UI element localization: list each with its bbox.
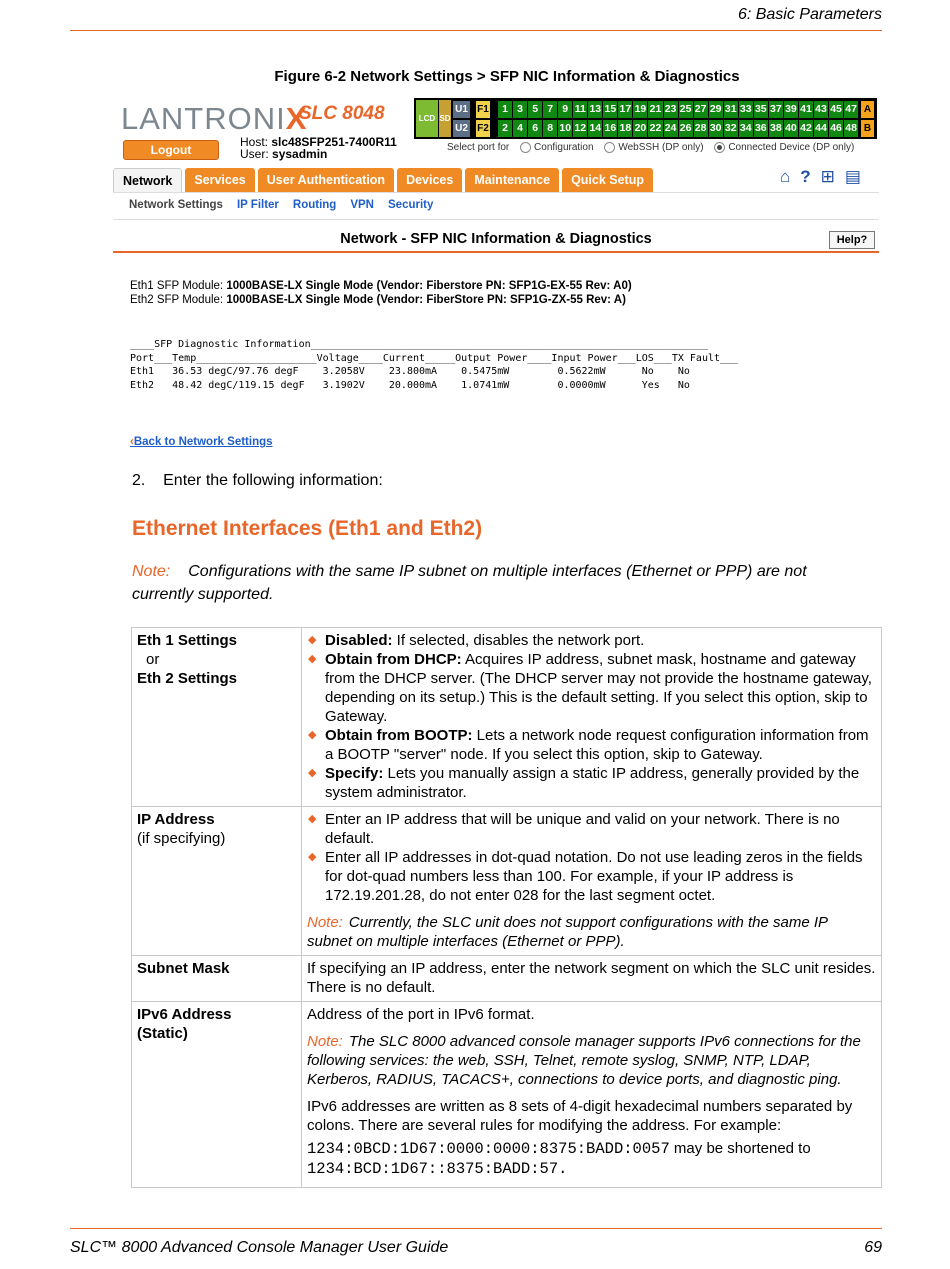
port-31-indicator[interactable]: 31 (724, 101, 738, 118)
page-footer (70, 1228, 882, 1257)
radio-configuration-label: Configuration (534, 142, 594, 154)
step-2: 2. Enter the following information: (132, 472, 383, 489)
port-40-indicator[interactable]: 40 (784, 120, 798, 137)
port-9-indicator[interactable]: 9 (558, 101, 572, 118)
host-info (240, 136, 397, 160)
user-value: sysadmin (272, 147, 328, 161)
even-ports-row (498, 120, 858, 137)
port-33-indicator[interactable]: 33 (739, 101, 753, 118)
radio-connected-device-label: Connected Device (DP only) (728, 142, 855, 154)
port-a-indicator[interactable]: A (861, 101, 874, 118)
option-dhcp-term: Obtain from DHCP: (325, 651, 462, 668)
port-35-indicator[interactable]: 35 (754, 101, 768, 118)
tab-services[interactable]: Services (185, 168, 254, 192)
logout-button[interactable]: Logout (123, 140, 219, 160)
subnet-mask-description: If specifying an IP address, enter the network segment on which the SLC unit resides. There is no default. (302, 956, 882, 1002)
ipv6-address-label (132, 1002, 302, 1188)
home-icon[interactable]: ⌂ (780, 167, 791, 186)
port-5-indicator[interactable]: 5 (528, 101, 542, 118)
option-bootp-text: Lets a network node request configuration information from a BOOTP "server" node. If you select this option, skip to Gateway. (325, 727, 869, 763)
ipv6-address-subtitle: (Static) (137, 1025, 188, 1042)
page-header (70, 6, 882, 31)
subnet-mask-title: Subnet Mask (137, 960, 230, 977)
usb2-indicator[interactable]: U2 (453, 120, 470, 137)
port-17-indicator[interactable]: 17 (618, 101, 632, 118)
port-48-indicator[interactable]: 48 (844, 120, 858, 137)
port-status-panel (414, 98, 877, 139)
port-10-indicator[interactable]: 10 (558, 120, 572, 137)
eth-settings-label (132, 628, 302, 807)
note-text: Configurations with the same IP subnet on multiple interfaces (Ethernet or PPP) are not currently supported. (132, 563, 807, 603)
main-tabs (113, 168, 653, 192)
tab-maintenance[interactable]: Maintenance (465, 168, 559, 192)
select-port-label: Select port for (447, 142, 510, 154)
sd-indicator: SD (439, 100, 451, 137)
radio-configuration[interactable] (520, 142, 531, 153)
tab-network[interactable]: Network (113, 168, 182, 193)
list-item (307, 631, 876, 650)
ip-note-label: Note: (307, 914, 343, 931)
sfp-diagnostic-table: ____SFP Diagnostic Information__________________________________________________________________ Port___Temp____________________Voltage____Current_____Output Power____Input Power___LOS___TX Fault___ Eth1 36.53 degC/97.76 degF 3.2058V 23.800mA 0.5475mW 0.5622mW No No Eth2 48.42 degC/119.15 degF 3.1902V 20.000mA 1.0741mW 0.0000mW Yes No (130, 339, 739, 391)
settings-table (131, 627, 882, 1188)
list-item (307, 726, 876, 764)
tab-devices[interactable]: Devices (397, 168, 462, 192)
table-row (132, 956, 882, 1002)
port-22-indicator[interactable]: 22 (648, 120, 662, 137)
embedded-screenshot (113, 95, 879, 457)
ipv6-example-long: 1234:0BCD:1D67:0000:0000:8375:BADD:0057 (307, 1140, 670, 1158)
ipv6-note-label: Note: (307, 1033, 343, 1050)
back-link-label: Back to Network Settings (133, 436, 273, 448)
chevron-left-icon: ‹ (130, 436, 134, 448)
subnav-security[interactable]: Security (388, 199, 434, 211)
option-bootp-term: Obtain from BOOTP: (325, 727, 473, 744)
port-28-indicator[interactable]: 28 (694, 120, 708, 137)
radio-webssh-label: WebSSH (DP only) (618, 142, 704, 154)
subnav-divider (113, 219, 879, 220)
sitemap-icon[interactable]: ⊞ (820, 167, 835, 186)
port-29-indicator[interactable]: 29 (709, 101, 723, 118)
toolbar-icons (780, 167, 861, 187)
port-7-indicator[interactable]: 7 (543, 101, 557, 118)
port-12-indicator[interactable]: 12 (573, 120, 587, 137)
ipv6-example-short: 1234:BCD:1D67::8375:BADD:57. (307, 1160, 568, 1178)
f2-indicator[interactable]: F2 (476, 120, 490, 137)
port-6-indicator[interactable]: 6 (528, 120, 542, 137)
port-41-indicator[interactable]: 41 (799, 101, 813, 118)
port-1-indicator[interactable]: 1 (498, 101, 512, 118)
port-15-indicator[interactable]: 15 (603, 101, 617, 118)
radio-connected-device[interactable] (714, 142, 725, 153)
port-4-indicator[interactable]: 4 (513, 120, 527, 137)
port-44-indicator[interactable]: 44 (814, 120, 828, 137)
tab-quick-setup[interactable]: Quick Setup (562, 168, 653, 192)
section-heading: Ethernet Interfaces (Eth1 and Eth2) (132, 517, 483, 540)
odd-ports-row (498, 101, 858, 118)
or-label: or (146, 651, 160, 668)
select-port-for (447, 142, 854, 153)
sub-navigation (129, 199, 433, 211)
port-2-indicator[interactable]: 2 (498, 120, 512, 137)
host-label: Host: (240, 135, 269, 149)
f1-indicator[interactable]: F1 (476, 101, 490, 118)
port-38-indicator[interactable]: 38 (769, 120, 783, 137)
model-name: SLC 8048 (299, 103, 385, 124)
guide-title: SLC™ 8000 Advanced Console Manager User Guide (70, 1239, 449, 1256)
ipv6-address-title: IPv6 Address (137, 1006, 232, 1023)
ip-address-description (302, 807, 882, 956)
option-dhcp-text: Acquires IP address, subnet mask, hostname and gateway from the DHCP server. (The DHCP server may not provide the hostname gateway, depending on its setup.) This is the default setting. If you select this option, skip to Gateway. (325, 651, 872, 725)
option-disabled-text: If selected, disables the network port. (392, 632, 645, 649)
port-13-indicator[interactable]: 13 (588, 101, 602, 118)
table-row (132, 807, 882, 956)
subnet-mask-label (132, 956, 302, 1002)
note-label: Note: (132, 563, 171, 580)
eth1-module-value: 1000BASE-LX Single Mode (Vendor: Fiberstore PN: SFP1G-EX-55 Rev: A0) (226, 280, 632, 292)
page-number: 69 (864, 1239, 882, 1256)
port-18-indicator[interactable]: 18 (618, 120, 632, 137)
eth2-module-value: 1000BASE-LX Single Mode (Vendor: FiberStore PN: SFP1G-ZX-55 Rev: A) (226, 293, 626, 306)
port-14-indicator[interactable]: 14 (588, 120, 602, 137)
help-button[interactable]: Help? (829, 231, 875, 249)
ip-address-title: IP Address (137, 811, 215, 828)
subnav-vpn[interactable]: VPN (350, 199, 374, 211)
port-42-indicator[interactable]: 42 (799, 120, 813, 137)
tab-divider (113, 192, 879, 193)
figure-caption: Figure 6-2 Network Settings > SFP NIC Information & Diagnostics (274, 68, 740, 85)
port-30-indicator[interactable]: 30 (709, 120, 723, 137)
lantronix-logo: LANTRONIX (121, 101, 308, 136)
port-47-indicator[interactable]: 47 (844, 101, 858, 118)
list-item: ◆ Enter an IP address that will be unique and valid on your network. There is no default. (307, 810, 876, 848)
port-27-indicator[interactable]: 27 (694, 101, 708, 118)
ipv6-address-description (302, 1002, 882, 1188)
port-34-indicator[interactable]: 34 (739, 120, 753, 137)
ip-note-text: Currently, the SLC unit does not support configurations with the same IP subnet on multiple interfaces (Ethernet or PPP). (307, 914, 828, 950)
eth1-module-line (130, 280, 632, 294)
subnav-routing[interactable]: Routing (292, 199, 337, 211)
ipv6-note-text: The SLC 8000 advanced console manager supports IPv6 connections for the following services: the web, SSH, Telnet, remote syslog, SNMP, NTP, LDAP, Kerberos, RADIUS, TACACS+, connections to device ports, and diagnostic ping. (307, 1033, 861, 1088)
print-icon[interactable]: ▤ (844, 167, 861, 186)
ipv6-text-2: IPv6 addresses are written as 8 sets of 4-digit hexadecimal numbers separated by colons. There are several rules for modifying the address. For example: (307, 1098, 853, 1134)
option-specify-text: Lets you manually assign a static IP address, generally provided by the system administrator. (325, 765, 860, 801)
port-45-indicator[interactable]: 45 (829, 101, 843, 118)
lcd-indicator: LCD (416, 100, 438, 137)
subnav-ip-filter[interactable]: IP Filter (236, 199, 279, 211)
port-46-indicator[interactable]: 46 (829, 120, 843, 137)
port-8-indicator[interactable]: 8 (543, 120, 557, 137)
eth-settings-description (302, 628, 882, 807)
port-39-indicator[interactable]: 39 (784, 101, 798, 118)
user-label: User: (240, 147, 269, 161)
port-36-indicator[interactable]: 36 (754, 120, 768, 137)
ipv6-note (307, 1032, 876, 1089)
port-25-indicator[interactable]: 25 (679, 101, 693, 118)
eth2-module-line (130, 294, 632, 308)
port-26-indicator[interactable]: 26 (679, 120, 693, 137)
section-note (132, 560, 832, 606)
list-item (307, 764, 876, 802)
ip-address-subtitle: (if specifying) (137, 830, 226, 847)
eth1-settings-label: Eth 1 Settings (137, 632, 238, 649)
radio-webssh[interactable] (604, 142, 615, 153)
ipv6-text-1: Address of the port in IPv6 format. (307, 1006, 535, 1023)
port-23-indicator[interactable]: 23 (664, 101, 678, 118)
port-b-indicator[interactable]: B (861, 120, 874, 137)
ipv6-example (307, 1139, 876, 1179)
usb1-indicator[interactable]: U1 (453, 101, 470, 118)
sfp-module-info (130, 280, 632, 307)
chapter-title: 6: Basic Parameters (737, 6, 882, 23)
tab-user-authentication[interactable]: User Authentication (258, 168, 394, 192)
port-24-indicator[interactable]: 24 (664, 120, 678, 137)
eth2-module-label: Eth2 SFP Module: (130, 293, 227, 306)
table-row (132, 1002, 882, 1188)
port-32-indicator[interactable]: 32 (724, 120, 738, 137)
list-item: ◆ Enter all IP addresses in dot-quad notation. Do not use leading zeros in the fields for dot-quad numbers less than 100. For example, if your IP address is 172.19.201.28, do not enter 028 for the last segment octet. (307, 848, 876, 905)
port-20-indicator[interactable]: 20 (633, 120, 647, 137)
port-19-indicator[interactable]: 19 (633, 101, 647, 118)
option-disabled-term: Disabled: (325, 632, 393, 649)
port-3-indicator[interactable]: 3 (513, 101, 527, 118)
port-11-indicator[interactable]: 11 (573, 101, 587, 118)
ip-note (307, 913, 876, 951)
ip-address-label (132, 807, 302, 956)
host-value: slc48SFP251-7400R11 (271, 135, 397, 149)
screenshot-page-title: Network - SFP NIC Information & Diagnostics (340, 231, 652, 247)
port-16-indicator[interactable]: 16 (603, 120, 617, 137)
list-item (307, 650, 876, 726)
subnav-network-settings[interactable]: Network Settings (129, 199, 223, 211)
option-specify-term: Specify: (325, 765, 384, 782)
port-37-indicator[interactable]: 37 (769, 101, 783, 118)
eth2-settings-label: Eth 2 Settings (137, 670, 238, 687)
port-21-indicator[interactable]: 21 (648, 101, 662, 118)
help-icon[interactable]: ? (800, 167, 811, 186)
table-row (132, 628, 882, 807)
title-rule (113, 251, 879, 253)
ipv6-example-connector: may be shortened to (669, 1140, 811, 1157)
eth1-module-label: Eth1 SFP Module: (130, 280, 227, 292)
port-43-indicator[interactable]: 43 (814, 101, 828, 118)
back-to-network-settings-link[interactable] (130, 436, 273, 448)
